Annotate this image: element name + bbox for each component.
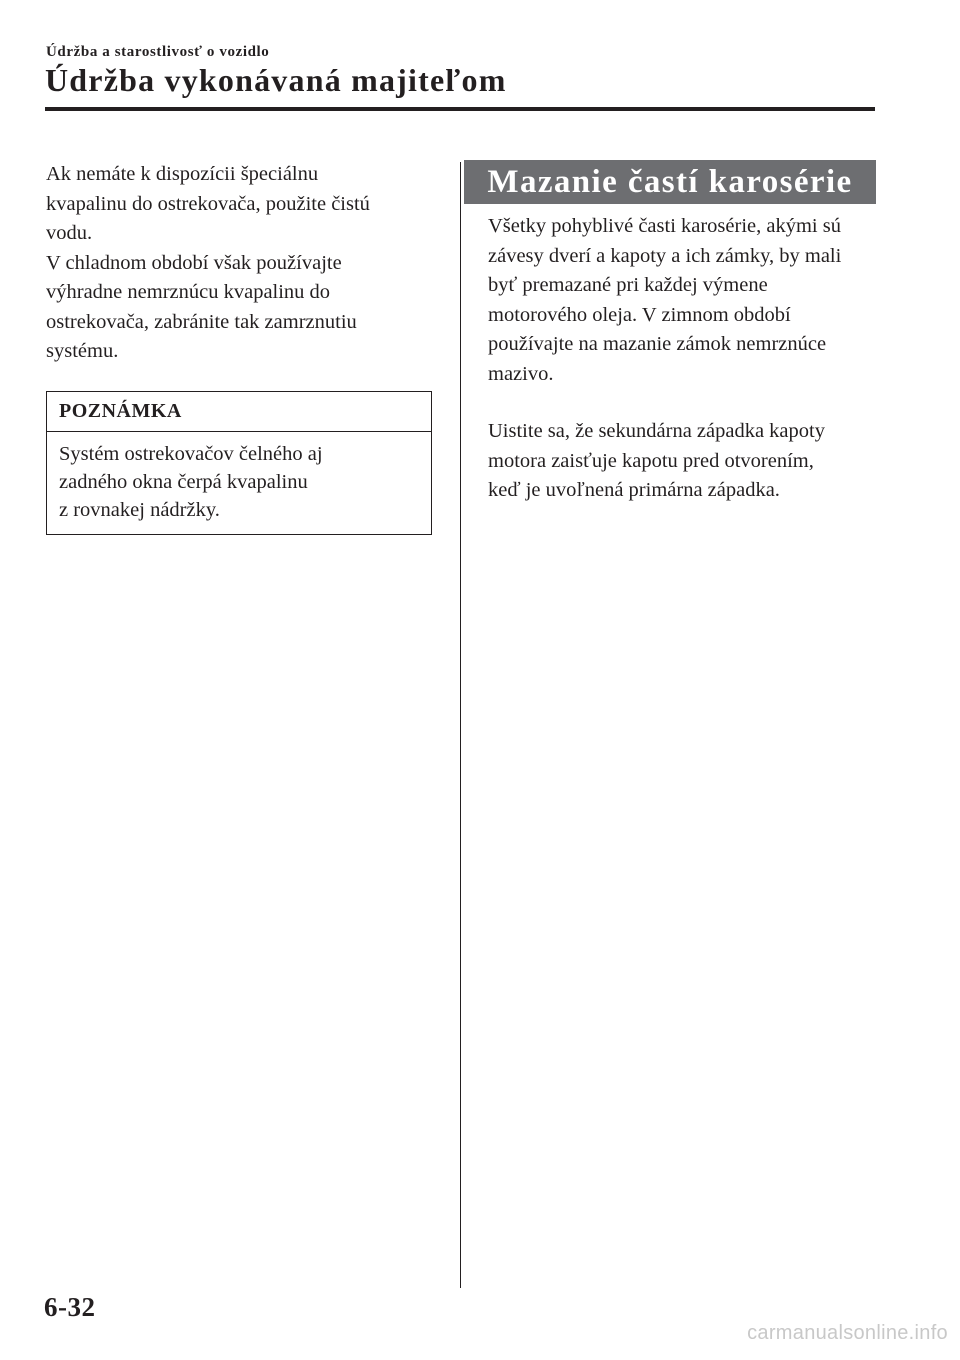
note-body (47, 432, 431, 534)
column-divider (460, 162, 461, 1288)
note-line: Systém ostrekovačov čelného aj (59, 442, 323, 465)
watermark: carmanualsonline.info (747, 1322, 948, 1344)
section-heading: Mazanie častí karosérie (464, 160, 876, 204)
paragraph-line: kvapalinu do ostrekovača, použite čistú (46, 192, 370, 215)
paragraph-line: používajte na mazanie zámok nemrznúce (488, 333, 827, 355)
paragraph-line: vodu. (46, 222, 93, 244)
paragraph-line: keď je uvoľnená primárna západka. (488, 479, 780, 501)
paragraph-line: ostrekovača, zabránite tak zamrznutiu (46, 310, 357, 333)
paragraph-line: mazivo. (488, 362, 554, 385)
note-line: zadného okna čerpá kvapalinu (59, 470, 308, 493)
paragraph-line: motora zaisťuje kapotu pred otvorením, (488, 449, 814, 472)
left-column (46, 160, 432, 535)
title-rule (45, 107, 875, 111)
paragraph-line: byť premazané pri každej výmene (488, 274, 768, 296)
note-line: z rovnakej nádržky. (59, 498, 220, 521)
page-title: Údržba vykonávaná majiteľom (45, 62, 507, 98)
note-label: POZNÁMKA (47, 392, 431, 432)
lubrication-paragraph (488, 212, 878, 389)
right-column (488, 212, 878, 506)
paragraph-line: motorového oleja. V zimnom období (488, 303, 791, 326)
note-box (46, 391, 432, 535)
paragraph-line: systému. (46, 340, 119, 362)
paragraph-line: Ak nemáte k dispozícii špeciálnu (46, 163, 319, 185)
hood-latch-paragraph (488, 417, 878, 506)
breadcrumb: Údržba a starostlivosť o vozidlo (46, 44, 270, 60)
paragraph-line: výhradne nemrznúcu kvapalinu do (46, 281, 331, 303)
paragraph-line: V chladnom období však používajte (46, 251, 342, 274)
paragraph-line: Uistite sa, že sekundárna západka kapoty (488, 420, 825, 442)
page-number: 6-32 (44, 1292, 96, 1322)
paragraph-line: Všetky pohyblivé časti karosérie, akými sú (488, 215, 841, 237)
paragraph-line: závesy dverí a kapoty a ich zámky, by mali (488, 244, 842, 267)
washer-fluid-paragraph (46, 160, 432, 367)
